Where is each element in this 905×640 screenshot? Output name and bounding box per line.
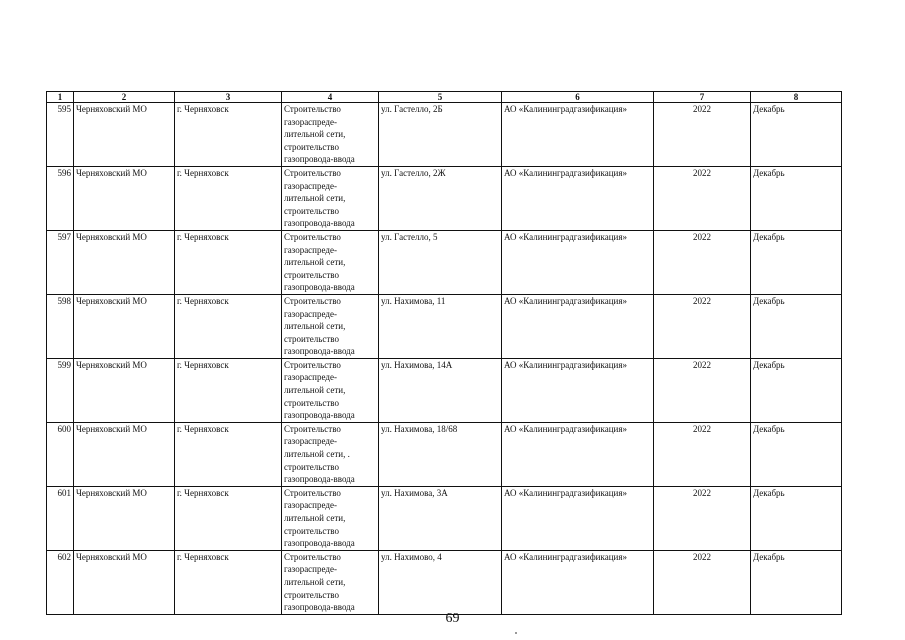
table-row [47, 103, 842, 167]
table-row [47, 166, 842, 230]
row-number-cell: 600 [47, 422, 74, 486]
work-description-line: газораспреде- [284, 180, 337, 191]
district-cell: Черняховский МО [74, 358, 175, 422]
work-description-cell [282, 103, 379, 167]
month-cell: Декабрь [751, 103, 842, 167]
row-number-cell: 597 [47, 230, 74, 294]
work-description-line: газораспреде- [284, 564, 337, 575]
month-cell: Декабрь [751, 550, 842, 614]
year-cell: 2022 [654, 486, 751, 550]
address-cell: ул. Нахимова, 11 [379, 294, 502, 358]
district-cell: Черняховский МО [74, 550, 175, 614]
work-description-line: лительной сети, [284, 193, 346, 204]
column-header: 5 [379, 92, 502, 103]
work-description-line: лительной сети, [284, 257, 346, 268]
column-header: 6 [502, 92, 654, 103]
organization-cell: АО «Калининградгазификация» [502, 486, 654, 550]
organization-cell: АО «Калининградгазификация» [502, 550, 654, 614]
district-cell: Черняховский МО [74, 230, 175, 294]
organization-cell: АО «Калининградгазификация» [502, 103, 654, 167]
work-description-line: газопровода-ввода [284, 410, 355, 421]
work-description-line: Строительство [284, 487, 341, 498]
table-row [47, 358, 842, 422]
organization-cell: АО «Калининградгазификация» [502, 230, 654, 294]
table-row [47, 486, 842, 550]
table-row [47, 230, 842, 294]
work-description-line: газораспреде- [284, 436, 337, 447]
work-description-line: Строительство [284, 423, 341, 434]
organization-cell: АО «Калининградгазификация» [502, 166, 654, 230]
work-description-line: строительство [284, 333, 339, 344]
city-cell: г. Черняховск [175, 486, 282, 550]
work-description-line: лительной сети, [284, 513, 346, 523]
work-description-line: строительство [284, 205, 339, 216]
year-cell: 2022 [654, 294, 751, 358]
month-cell: Декабрь [751, 358, 842, 422]
work-description-line: строительство [284, 525, 339, 536]
year-cell: 2022 [654, 422, 751, 486]
address-cell: ул. Нахимова, 3А [379, 486, 502, 550]
work-description-line: Строительство [284, 295, 341, 306]
work-description-cell [282, 166, 379, 230]
work-description-line: газопровода-ввода [284, 346, 355, 357]
work-description-line: газопровода-ввода [284, 218, 355, 229]
work-description-line: Строительство [284, 551, 341, 562]
month-cell: Декабрь [751, 166, 842, 230]
address-cell: ул. Нахимова, 14А [379, 358, 502, 422]
year-cell: 2022 [654, 166, 751, 230]
row-number-cell: 595 [47, 103, 74, 167]
year-cell: 2022 [654, 230, 751, 294]
month-cell: Декабрь [751, 294, 842, 358]
row-number-cell: 599 [47, 358, 74, 422]
organization-cell: АО «Калининградгазификация» [502, 358, 654, 422]
work-description-line: газораспреде- [284, 308, 337, 319]
work-description-line: газопровода-ввода [284, 602, 355, 613]
district-cell: Черняховский МО [74, 422, 175, 486]
work-description-line: строительство [284, 589, 339, 600]
organization-cell: АО «Калининградгазификация» [502, 294, 654, 358]
city-cell: г. Черняховск [175, 294, 282, 358]
work-description-line: газораспреде- [284, 500, 337, 511]
year-cell: 2022 [654, 550, 751, 614]
work-description-line: газопровода-ввода [284, 154, 355, 165]
work-description-line: строительство [284, 461, 339, 472]
scan-artifact [515, 632, 517, 634]
city-cell: г. Черняховск [175, 230, 282, 294]
column-header: 4 [282, 92, 379, 103]
table-row [47, 294, 842, 358]
row-number-cell: 602 [47, 550, 74, 614]
work-description-line: газораспреде- [284, 372, 337, 383]
work-description-cell [282, 230, 379, 294]
column-header: 1 [47, 92, 74, 103]
row-number-cell: 598 [47, 294, 74, 358]
work-description-line: строительство [284, 397, 339, 408]
year-cell: 2022 [654, 103, 751, 167]
city-cell: г. Черняховск [175, 358, 282, 422]
month-cell: Декабрь [751, 486, 842, 550]
work-description-line: Строительство [284, 167, 341, 178]
work-description-line: лительной сети, [284, 321, 346, 332]
address-cell: ул. Гастелло, 2Б [379, 103, 502, 167]
organization-cell: АО «Калининградгазификация» [502, 422, 654, 486]
work-description-line: лительной сети, [284, 576, 346, 587]
month-cell: Декабрь [751, 230, 842, 294]
district-cell: Черняховский МО [74, 486, 175, 550]
work-description-line: газопровода-ввода [284, 282, 355, 293]
row-number-cell: 601 [47, 486, 74, 550]
month-cell: Декабрь [751, 422, 842, 486]
work-description-cell [282, 294, 379, 358]
table-row [47, 422, 842, 486]
address-cell: ул. Гастелло, 2Ж [379, 166, 502, 230]
work-description-line: газопровода-ввода [284, 474, 355, 485]
work-description-line: строительство [284, 141, 339, 152]
row-number-cell: 596 [47, 166, 74, 230]
header-row [47, 92, 842, 103]
work-description-line: газопровода-ввода [284, 538, 355, 549]
city-cell: г. Черняховск [175, 550, 282, 614]
address-cell: ул. Нахимово, 4 [379, 550, 502, 614]
work-description-line: строительство [284, 269, 339, 280]
work-description-cell [282, 486, 379, 550]
table-row [47, 550, 842, 614]
work-description-line: газораспреде- [284, 116, 337, 127]
page-number: 69 [445, 611, 460, 626]
address-cell: ул. Нахимова, 18/68 [379, 422, 502, 486]
city-cell: г. Черняховск [175, 103, 282, 167]
work-description-line: Строительство [284, 104, 341, 114]
address-cell: ул. Гастелло, 5 [379, 230, 502, 294]
work-description-line: Строительство [284, 359, 341, 370]
work-description-line: газораспреде- [284, 244, 337, 255]
work-description-line: Строительство [284, 231, 341, 242]
year-cell: 2022 [654, 358, 751, 422]
work-description-line: лительной сети, . [284, 449, 350, 460]
district-cell: Черняховский МО [74, 294, 175, 358]
column-header: 8 [751, 92, 842, 103]
gasification-schedule-table [46, 91, 842, 615]
column-header: 2 [74, 92, 175, 103]
district-cell: Черняховский МО [74, 103, 175, 167]
district-cell: Черняховский МО [74, 166, 175, 230]
column-header: 3 [175, 92, 282, 103]
work-description-line: лительной сети, [284, 385, 346, 396]
work-description-line: лительной сети, [284, 129, 346, 140]
city-cell: г. Черняховск [175, 422, 282, 486]
table-body [47, 103, 842, 615]
work-description-cell [282, 550, 379, 614]
column-header: 7 [654, 92, 751, 103]
work-description-cell [282, 358, 379, 422]
work-description-cell [282, 422, 379, 486]
city-cell: г. Черняховск [175, 166, 282, 230]
